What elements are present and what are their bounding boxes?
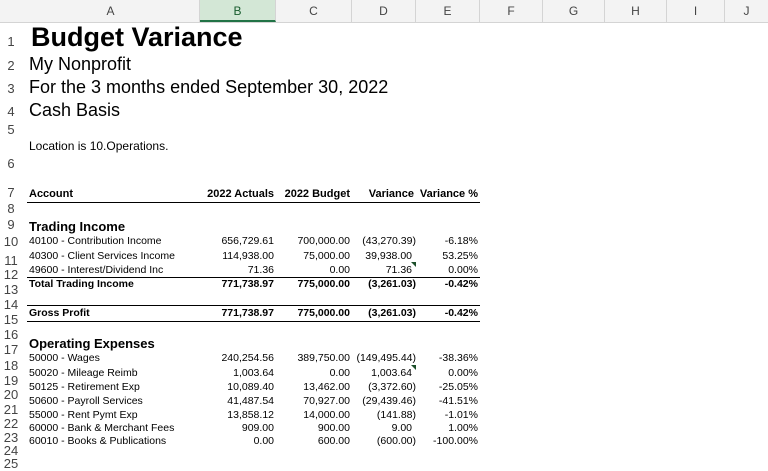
column-header-a[interactable]: A bbox=[22, 0, 200, 22]
row-number[interactable]: 25 bbox=[3, 456, 19, 471]
expense-row-budget: 389,750.00 bbox=[297, 352, 350, 364]
expense-row-actuals: 10,089.40 bbox=[227, 381, 274, 393]
row-number[interactable]: 19 bbox=[3, 373, 19, 388]
row-number[interactable]: 16 bbox=[3, 327, 19, 342]
trading-row-actuals: 71.36 bbox=[247, 264, 274, 276]
column-header-i[interactable]: I bbox=[667, 0, 725, 22]
trading-row-variance-pct: 53.25% bbox=[442, 250, 478, 262]
expense-row-variance: (149,495.44) bbox=[356, 352, 416, 364]
row-number[interactable]: 23 bbox=[3, 430, 19, 445]
row-number[interactable]: 20 bbox=[3, 387, 19, 402]
row-number[interactable]: 5 bbox=[7, 122, 15, 137]
row-number[interactable]: 6 bbox=[7, 156, 15, 171]
report-org: My Nonprofit bbox=[29, 54, 132, 74]
header-underline bbox=[27, 202, 480, 203]
trading-row-account: 49600 - Interest/Dividend Inc bbox=[29, 264, 164, 276]
header-variance-pct: Variance % bbox=[419, 188, 478, 200]
trading-row-variance: (43,270.39) bbox=[362, 235, 416, 247]
trading-row-actuals: 114,938.00 bbox=[222, 250, 274, 262]
trading-row-budget: 0.00 bbox=[329, 264, 350, 276]
expense-row-account: 55000 - Rent Pymt Exp bbox=[29, 409, 138, 421]
header-account: Account bbox=[29, 188, 73, 200]
row-number[interactable]: 12 bbox=[3, 267, 19, 282]
header-budget: 2022 Budget bbox=[284, 188, 350, 200]
expense-row-variance-pct: 1.00% bbox=[448, 422, 478, 434]
trading-row-account: 40100 - Contribution Income bbox=[29, 235, 162, 247]
expense-row-variance-pct: -41.51% bbox=[438, 395, 478, 407]
column-header-bar bbox=[0, 0, 768, 23]
trading-row-account: 40300 - Client Services Income bbox=[29, 250, 175, 262]
expense-row-variance: 1,003.64 bbox=[371, 367, 412, 379]
row-number[interactable]: 10 bbox=[3, 234, 19, 249]
section-trading-income: Trading Income bbox=[29, 219, 126, 234]
section-operating-expenses: Operating Expenses bbox=[29, 336, 155, 351]
expense-row-account: 50600 - Payroll Services bbox=[29, 395, 143, 407]
expense-row-budget: 0.00 bbox=[329, 367, 350, 379]
expense-row-account: 50020 - Mileage Reimb bbox=[29, 367, 138, 379]
trading-row-variance: 71.36 bbox=[385, 264, 412, 276]
trading-row-budget: 700,000.00 bbox=[297, 235, 350, 247]
gross-profit-top-line bbox=[27, 305, 480, 306]
expense-row-variance: (3,372.60) bbox=[368, 381, 416, 393]
column-header-f[interactable]: F bbox=[480, 0, 543, 22]
expense-row-account: 50125 - Retirement Exp bbox=[29, 381, 140, 393]
gross-profit-label: Gross Profit bbox=[29, 307, 90, 319]
expense-row-account: 60010 - Books & Publications bbox=[29, 435, 167, 447]
row-number[interactable]: 15 bbox=[3, 312, 19, 327]
row-number[interactable]: 2 bbox=[7, 58, 15, 73]
expense-row-variance-pct: 0.00% bbox=[448, 367, 478, 379]
row-number[interactable]: 1 bbox=[7, 34, 15, 49]
expense-row-actuals: 909.00 bbox=[241, 422, 274, 434]
row-number[interactable]: 9 bbox=[7, 217, 15, 232]
header-actuals: 2022 Actuals bbox=[207, 188, 274, 200]
report-basis: Cash Basis bbox=[29, 100, 121, 120]
row-number[interactable]: 14 bbox=[3, 297, 19, 312]
expense-row-variance: 9.00 bbox=[391, 422, 412, 434]
expense-row-account: 60000 - Bank & Merchant Fees bbox=[29, 422, 175, 434]
row-number[interactable]: 8 bbox=[7, 201, 15, 216]
header-variance: Variance bbox=[368, 188, 414, 200]
gross-profit-variance: (3,261.03) bbox=[368, 307, 416, 319]
column-header-j[interactable]: J bbox=[743, 4, 750, 18]
trading-row-variance-pct: -6.18% bbox=[444, 235, 478, 247]
row-number[interactable]: 13 bbox=[3, 282, 19, 297]
total-trading-label: Total Trading Income bbox=[29, 278, 134, 290]
column-header-c[interactable]: C bbox=[276, 0, 352, 22]
row-number[interactable]: 18 bbox=[3, 358, 19, 373]
row-number[interactable]: 21 bbox=[3, 402, 19, 417]
row-number[interactable]: 3 bbox=[7, 81, 15, 96]
expense-row-variance: (141.88) bbox=[376, 409, 416, 421]
gross-profit-budget: 775,000.00 bbox=[297, 307, 350, 319]
expense-row-budget: 70,927.00 bbox=[303, 395, 350, 407]
expense-row-actuals: 0.00 bbox=[253, 435, 274, 447]
column-header-g[interactable]: G bbox=[543, 0, 605, 22]
row-number[interactable]: 17 bbox=[3, 342, 19, 357]
trading-row-variance: 39,938.00 bbox=[365, 250, 412, 262]
expense-row-variance-pct: -38.36% bbox=[438, 352, 478, 364]
report-title: Budget Variance bbox=[31, 22, 243, 52]
expense-row-actuals: 13,858.12 bbox=[227, 409, 274, 421]
row-number[interactable]: 4 bbox=[7, 104, 15, 119]
column-header-e[interactable]: E bbox=[416, 0, 480, 22]
expense-row-actuals: 240,254.56 bbox=[221, 352, 274, 364]
location-note: Location is 10.Operations. bbox=[29, 139, 169, 153]
expense-row-budget: 900.00 bbox=[317, 422, 350, 434]
expense-row-actuals: 41,487.54 bbox=[227, 395, 274, 407]
cell-error-indicator-icon[interactable] bbox=[411, 365, 416, 370]
trading-row-actuals: 656,729.61 bbox=[221, 235, 274, 247]
row-number[interactable]: 11 bbox=[4, 253, 18, 268]
expense-row-variance: (29,439.46) bbox=[362, 395, 416, 407]
trading-row-budget: 75,000.00 bbox=[303, 250, 350, 262]
column-header-d[interactable]: D bbox=[352, 0, 416, 22]
total-trading-variance: (3,261.03) bbox=[368, 278, 416, 290]
gross-profit-bottom-line bbox=[27, 321, 480, 322]
sheet-grid[interactable] bbox=[22, 22, 768, 448]
expense-row-budget: 13,462.00 bbox=[303, 381, 350, 393]
trading-row-variance-pct: 0.00% bbox=[448, 264, 478, 276]
row-number[interactable]: 7 bbox=[7, 185, 15, 200]
total-trading-budget: 775,000.00 bbox=[297, 278, 350, 290]
expense-row-actuals: 1,003.64 bbox=[233, 367, 274, 379]
expense-row-variance-pct: -1.01% bbox=[444, 409, 478, 421]
column-header-h[interactable]: H bbox=[605, 0, 667, 22]
column-header-b[interactable]: B bbox=[200, 0, 276, 22]
expense-row-variance-pct: -25.05% bbox=[438, 381, 478, 393]
report-period: For the 3 months ended September 30, 2022 bbox=[29, 77, 389, 97]
expense-row-budget: 600.00 bbox=[317, 435, 350, 447]
total-trading-actuals: 771,738.97 bbox=[221, 278, 274, 290]
cell-error-indicator-icon[interactable] bbox=[411, 262, 416, 267]
row-number[interactable]: 24 bbox=[3, 443, 19, 458]
expense-row-budget: 14,000.00 bbox=[303, 409, 350, 421]
expense-row-account: 50000 - Wages bbox=[29, 352, 100, 364]
gross-profit-variance-pct: -0.42% bbox=[444, 307, 478, 319]
expense-row-variance-pct: -100.00% bbox=[433, 435, 478, 447]
expense-row-variance: (600.00) bbox=[376, 435, 416, 447]
gross-profit-actuals: 771,738.97 bbox=[221, 307, 274, 319]
row-number[interactable]: 22 bbox=[3, 416, 19, 431]
total-trading-variance-pct: -0.42% bbox=[444, 278, 478, 290]
